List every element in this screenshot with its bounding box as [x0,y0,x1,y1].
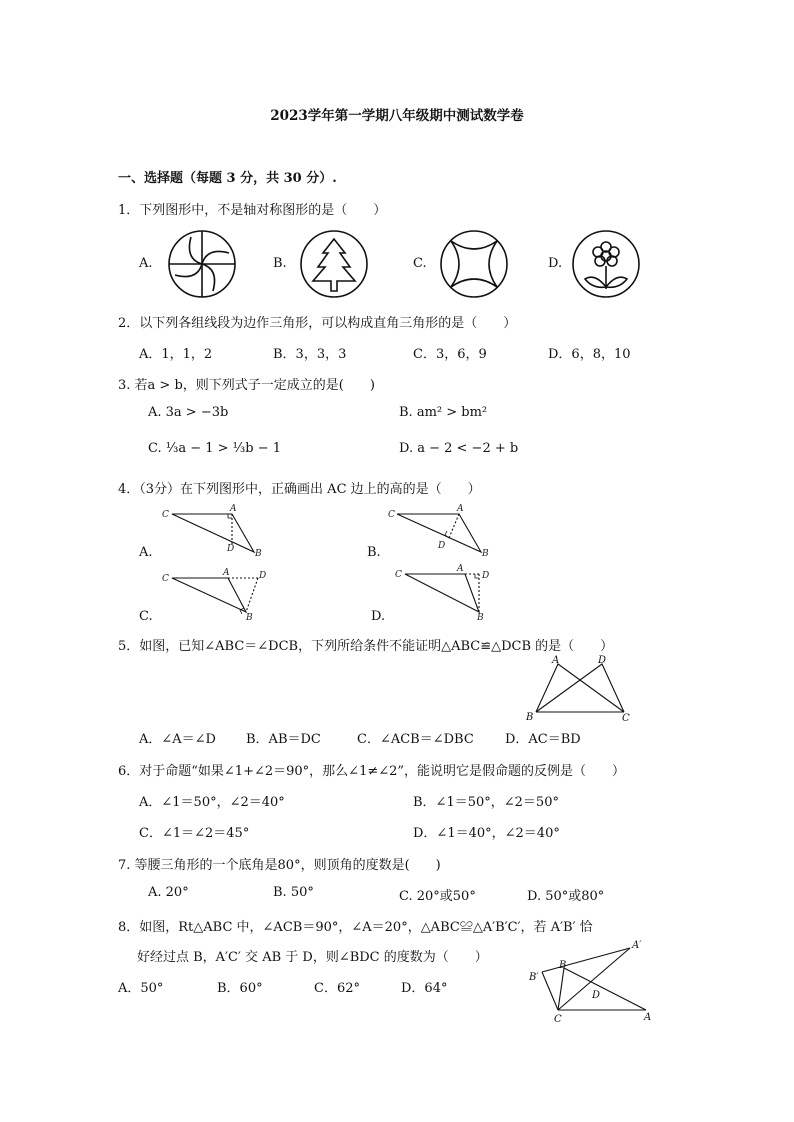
q4-label-a: A. [139,545,153,560]
point-d-label: D [259,571,267,581]
q4-label-b: B. [367,545,381,560]
q6-option-a: A．∠1＝50°，∠2＝40° [139,795,285,810]
q1-label-c: C. [413,256,427,271]
point-b-label: B [482,549,489,559]
q8-stem-line2: 好经过点 B，A′C′ 交 AB 于 D，则∠BDC 的度数为（ ） [137,950,488,965]
q8-option-b: B．60° [217,981,263,996]
q7-option-c: C. 20°或50° [399,889,476,904]
point-c-label: C [388,510,395,520]
exam-title: 2023学年第一学期八年级期中测试数学卷 [270,108,524,124]
point-a-prime-label: A′ [632,940,642,951]
q3-option-a: A. 3a > −3b [148,405,229,420]
point-d-label: D [598,655,607,666]
q2-option-b: B．3，3，3 [273,347,347,362]
q7-stem: 7. 等腰三角形的一个底角是80°，则顶角的度数是( ) [118,858,441,873]
q5-figure [524,654,636,722]
q3-stem: 3. 若a > b，则下列式子一定成立的是( ) [118,378,375,393]
point-a-label: A [644,1012,652,1023]
point-d-label: D [482,571,490,581]
q6-option-b: B．∠1＝50°，∠2＝50° [413,795,559,810]
q6-option-c: C．∠1＝∠2＝45° [139,826,250,841]
point-a-label: A [230,504,237,514]
point-b-label: B [559,960,567,971]
point-a-label: A [457,504,464,514]
point-b-label: B [246,613,253,623]
q4-figure-a [160,504,270,560]
q2-option-c: C．3，6，9 [413,347,487,362]
q8-option-a: A．50° [118,981,164,996]
q2-stem: 2．以下列各组线段为边作三角形，可以构成直角三角形的是（ ） [118,316,517,331]
point-d-label: D [438,541,446,551]
point-c-label: C [622,713,630,724]
q3-option-d: D. a − 2 < −2 + b [399,441,519,456]
point-c-label: C [162,510,169,520]
point-a-label: A [223,568,230,578]
arc-square-figure [439,229,509,299]
point-a-label: A [457,564,464,574]
tree-figure [299,229,369,299]
q2-option-a: A．1，1，2 [139,347,213,362]
point-b-label: B [477,613,484,623]
q4-label-d: D. [371,609,386,624]
q1-label-b: B. [273,256,287,271]
point-c-label: C [395,570,402,580]
q4-figure-d [393,562,503,622]
point-b-label: B [255,549,262,559]
point-c-label: C [162,574,169,584]
q5-stem: 5．如图，已知∠ABC＝∠DCB，下列所给条件不能证明△ABC≌△DCB 的是（ ） [118,639,614,654]
point-b-label: B [526,712,534,723]
q8-figure [528,938,658,1024]
q1-label-d: D. [548,256,563,271]
q2-option-d: D．6，8，10 [548,347,631,362]
q7-option-b: B. 50° [273,885,314,900]
flower-figure [571,229,641,299]
pinwheel-figure [167,229,237,299]
q1-label-a: A. [139,256,153,271]
q4-figure-c [160,566,270,622]
q5-option-b: B．AB＝DC [246,732,321,747]
q8-stem-line1: 8．如图，Rt△ABC 中，∠ACB＝90°，∠A＝20°，△ABC≌△A′B′C′，若 A′B′ 恰 [118,920,593,935]
q8-option-d: D．64° [401,981,448,996]
q4-stem: 4．（3分）在下列图形中，正确画出 AC 边上的高的是（ ） [118,482,481,497]
q4-label-c: C. [139,609,153,624]
q3-option-b: B. am² > bm² [399,405,488,420]
point-c-label: C [554,1014,562,1025]
point-d-label: D [227,544,235,554]
q6-option-d: D．∠1＝40°，∠2＝40° [413,826,560,841]
point-a-label: A [552,655,560,666]
q3-option-c: C. ⅓a − 1 > ⅓b − 1 [148,441,282,456]
section-heading: 一、选择题（每题 3 分，共 30 分）. [118,171,337,186]
point-d-label: D [592,990,601,1001]
q1-stem: 1．下列图形中，不是轴对称图形的是（ ） [118,203,387,218]
q7-option-a: A. 20° [148,885,189,900]
q7-option-d: D. 50°或80° [527,889,605,904]
q5-option-a: A．∠A＝∠D [139,732,216,747]
q5-option-d: D．AC＝BD [505,732,581,747]
q6-stem: 6．对于命题“如果∠1+∠2＝90°，那么∠1≠∠2”，能说明它是假命题的反例是（ ） [118,764,626,779]
q8-option-c: C．62° [314,981,360,996]
point-b-prime-label: B′ [529,972,539,983]
q4-figure-b [387,504,497,560]
q5-option-c: C．∠ACB＝∠DBC [357,732,474,747]
